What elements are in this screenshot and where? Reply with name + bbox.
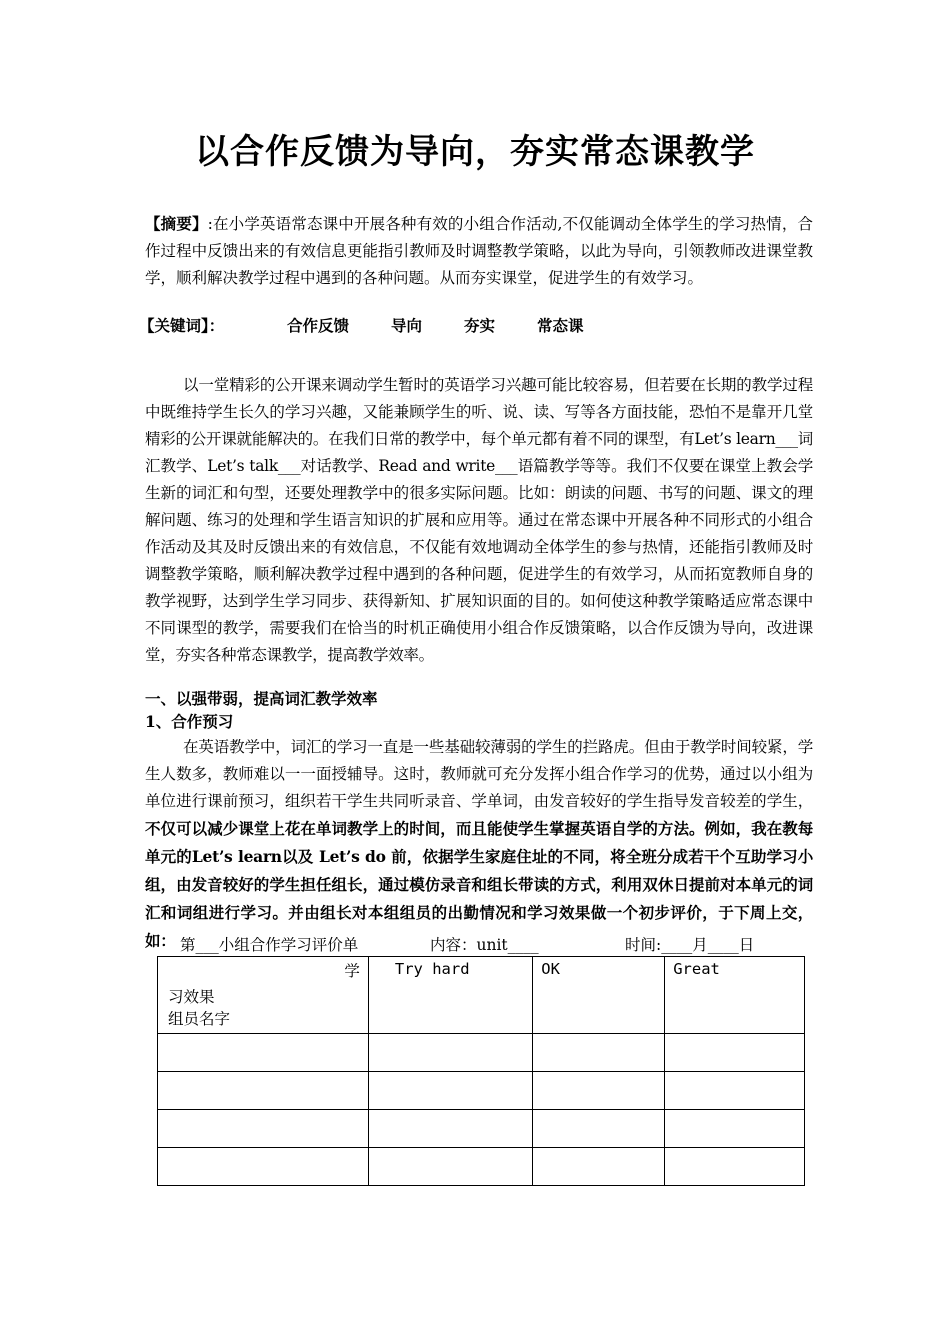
header-try-hard: Try hard [368, 957, 532, 1034]
table-cell [368, 1034, 532, 1072]
diagonal-label-top: 学 [344, 962, 360, 980]
table-cell [665, 1072, 805, 1110]
diagonal-label-bottom: 组员名字 [168, 1010, 231, 1028]
keywords-label: 【关键词】： [139, 316, 225, 335]
keyword-item: 常态课 [537, 316, 584, 335]
diagonal-label-mid: 习效果 [168, 988, 215, 1006]
table-cell [368, 1072, 532, 1110]
document-title: 以合作反馈为导向，夯实常态课教学 [195, 132, 755, 172]
table-cell [533, 1148, 665, 1186]
intro-paragraph: 以一堂精彩的公开课来调动学生暂时的英语学习兴趣可能比较容易，但若要在长期的教学过程中既维持学生长久的学习兴趣，又能兼顾学生的听、说、读、写等各方面技能，恐怕不是靠开几堂精彩的公开课就能解决的。在我们日常的教学中，每个单元都有着不同的课型，有Let’s learn___词汇教学、Let’s talk___对话教学、Read and write___语篇教学等等。我们不仅要在课堂上教会学生新的词汇和句型，还要处理教学中的很多实际问题。比如：朗读的问题、书写的问题、课文的理解问题、练习的处理和学生语言知识的扩展和应用等。通过在常态课中开展各种不同形式的小组合作活动及其及时反馈出来的有效信息，不仅能有效地调动全体学生的参与热情，还能指引教师及时调整教学策略，顺利解决教学过程中遇到的各种问题，促进学生的有效学习，从而拓宽教师自身的教学视野，达到学生学习同步、获得新知、扩展知识面的目的。如何使这种教学策略适应常态课中不同课型的教学，需要我们在恰当的时机正确使用小组合作反馈策略，以合作反馈为导向，改进课堂，夯实各种常态课教学，提高教学效率。 [145, 376, 813, 664]
header-diagonal-cell [158, 957, 369, 1034]
table-cell [533, 1110, 665, 1148]
form-time: 时间:____月____日 [625, 936, 755, 954]
table-cell [533, 1034, 665, 1072]
table-row [158, 1034, 805, 1072]
table-header-row [158, 957, 805, 1034]
section-text-normal: 在英语教学中，词汇的学习一直是一些基础较薄弱的学生的拦路虎。但由于教学时间较紧，学生人数多，教师难以一一面授辅导。这时，教师就可充分发挥小组合作学习的优势，通过以小组为单位进行课前预习，组织若干学生共同听录音、学单词，由发音较好的学生指导发音较差的学生， [145, 738, 813, 810]
keywords-line [139, 312, 626, 339]
abstract-label: 【摘要】 [145, 214, 208, 233]
header-ok: OK [533, 957, 665, 1034]
form-header [180, 932, 754, 959]
subsection-heading: 1、合作预习 [145, 712, 234, 731]
form-content: 内容：unit____ [430, 936, 539, 954]
header-great: Great [665, 957, 805, 1034]
table-cell [533, 1072, 665, 1110]
table-cell [158, 1110, 369, 1148]
table-cell [368, 1148, 532, 1186]
section-paragraph [145, 734, 813, 955]
table-cell [665, 1110, 805, 1148]
table-row [158, 1148, 805, 1186]
keyword-item: 合作反馈 [287, 316, 350, 335]
table-row [158, 1110, 805, 1148]
table-cell [158, 1148, 369, 1186]
table-cell [158, 1034, 369, 1072]
section-heading: 一、以强带弱，提高词汇教学效率 [145, 689, 378, 708]
keyword-item: 夯实 [464, 316, 496, 335]
abstract-text: :在小学英语常态课中开展各种有效的小组合作活动,不仅能调动全体学生的学习热情，合作过程中反馈出来的有效信息更能指引教师及时调整教学策略，以此为导向，引领教师改进课堂教学，顺利解决教学过程中遇到的各种问题。从而夯实课堂，促进学生的有效学习。 [145, 215, 813, 287]
evaluation-table [157, 956, 805, 1186]
table-cell [368, 1110, 532, 1148]
table-row [158, 1072, 805, 1110]
table-cell [665, 1148, 805, 1186]
section-text-bold: 不仅可以减少课堂上花在单词教学上的时间，而且能使学生掌握英语自学的方法。例如，我在教每单元的Let’s learn以及 Let’s do 前，依据学生家庭住址的不同，将全班分成若干个互助学习小组，由发音较好的学生担任组长，通过模仿录音和组长带读的方式，利用双休日提前对本单元的词汇和词组进行学习。并由组长对本组组员的出勤情况和学习效果做一个初步评价，于下周上交，如： [145, 819, 813, 950]
abstract-paragraph [145, 210, 813, 292]
keyword-item: 导向 [391, 316, 423, 335]
table-cell [158, 1072, 369, 1110]
form-title: 第___小组合作学习评价单 [180, 936, 359, 954]
table-cell [665, 1034, 805, 1072]
